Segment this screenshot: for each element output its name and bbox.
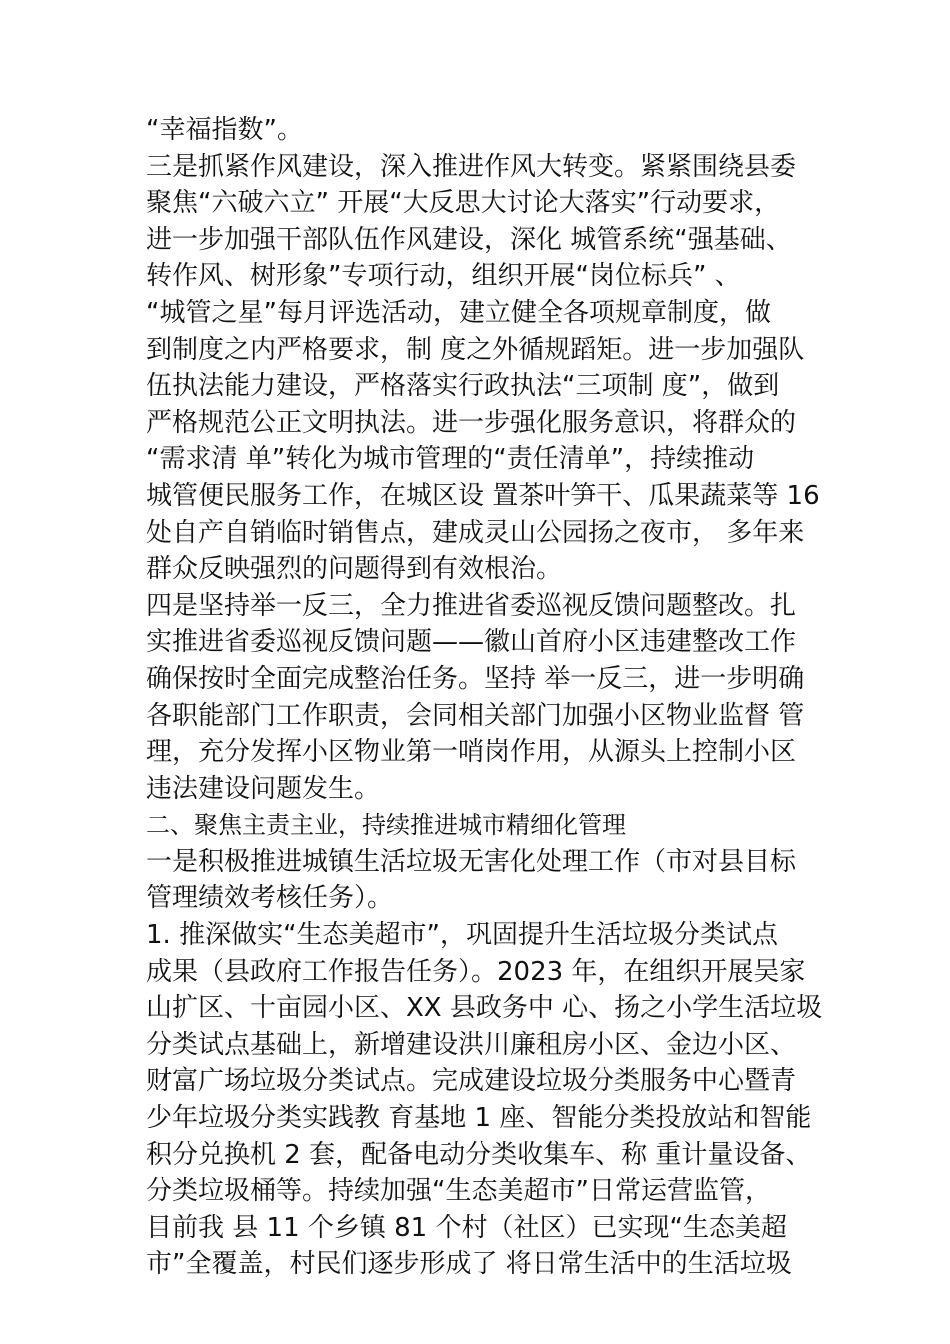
text-line: 伍执法能力建设，严格落实行政执法“三项制 度”，做到 bbox=[146, 371, 780, 402]
text-line: 少年垃圾分类实践教 育基地 1 座、智能分类投放站和智能 bbox=[146, 1103, 812, 1134]
body-text bbox=[146, 112, 823, 1283]
text-line: 目前我 县 11 个乡镇 81 个村（社区）已实现“生态美超 bbox=[146, 1212, 787, 1243]
text-line: 确保按时全面完成整治任务。坚持 举一反三，进一步明确 bbox=[146, 663, 805, 694]
text-line: 四是坚持举一反三，全力推进省委巡视反馈问题整改。扎 bbox=[146, 590, 797, 621]
text-line: 理，充分发挥小区物业第一哨岗作用，从源头上控制小区 bbox=[146, 737, 797, 768]
text-line: 处自产自销临时销售点，建成灵山公园扬之夜市， 多年来 bbox=[146, 517, 805, 548]
text-line: 1. 推深做实“生态美超市”，巩固提升生活垃圾分类试点 bbox=[146, 920, 779, 951]
text-line: “城管之星”每月评选活动，建立健全各项规章制度，做 bbox=[146, 297, 771, 328]
text-line: 一是积极推进城镇生活垃圾无害化处理工作（市对县目标 bbox=[146, 846, 797, 877]
text-line: 分类垃圾桶等。持续加强“生态美超市”日常运营监管， bbox=[146, 1176, 771, 1207]
text-line: 进一步加强干部队伍作风建设，深化 城管系统“强基础、 bbox=[146, 224, 792, 255]
text-line: 群众反映强烈的问题得到有效根治。 bbox=[146, 554, 563, 585]
text-line: 成果（县政府工作报告任务）。2023 年，在组织开展吴家 bbox=[146, 956, 806, 987]
text-line: 严格规范公正文明执法。进一步强化服务意识，将群众的 bbox=[146, 407, 797, 438]
text-line: 实推进省委巡视反馈问题——徽山首府小区违建整改工作 bbox=[146, 627, 797, 658]
text-line: 财富广场垃圾分类试点。完成建设垃圾分类服务中心暨青 bbox=[146, 1066, 797, 1097]
text-line: 违法建设问题发生。 bbox=[146, 773, 381, 804]
text-line: 管理绩效考核任务）。 bbox=[146, 883, 394, 914]
text-line: 山扩区、十亩园小区、XX 县政务中 心、扬之小学生活垃圾 bbox=[146, 993, 823, 1024]
text-line: 三是抓紧作风建设，深入推进作风大转变。紧紧围绕县委 bbox=[146, 151, 797, 182]
text-line: 转作风、树形象”专项行动，组织开展“岗位标兵” 、 bbox=[146, 261, 741, 292]
text-line: “幸福指数”。 bbox=[146, 115, 303, 145]
text-line: 到制度之内严格要求，制 度之外循规蹈矩。进一步加强队 bbox=[146, 334, 805, 365]
text-line: 各职能部门工作职责，会同相关部门加强小区物业监督 管 bbox=[146, 700, 805, 731]
text-line: 分类试点基础上，新增建设洪川廉租房小区、金边小区、 bbox=[146, 1029, 797, 1060]
text-line: “需求清 单”转化为城市管理的“责任清单”，持续推动 bbox=[146, 444, 755, 475]
text-line: 聚焦“六破六立” 开展“大反思大讨论大落实”行动要求， bbox=[146, 188, 781, 219]
text-line: 市”全覆盖，村民们逐步形成了 将日常生活中的生活垃圾 bbox=[146, 1249, 792, 1280]
text-line: 城管便民服务工作，在城区设 置茶叶笋干、瓜果蔬菜等 16 bbox=[146, 480, 820, 511]
section-heading: 二、聚焦主责主业，持续推进城市精细化管理 bbox=[146, 811, 626, 840]
text-line: 积分兑换机 2 套，配备电动分类收集车、称 重计量设备、 bbox=[146, 1139, 812, 1170]
